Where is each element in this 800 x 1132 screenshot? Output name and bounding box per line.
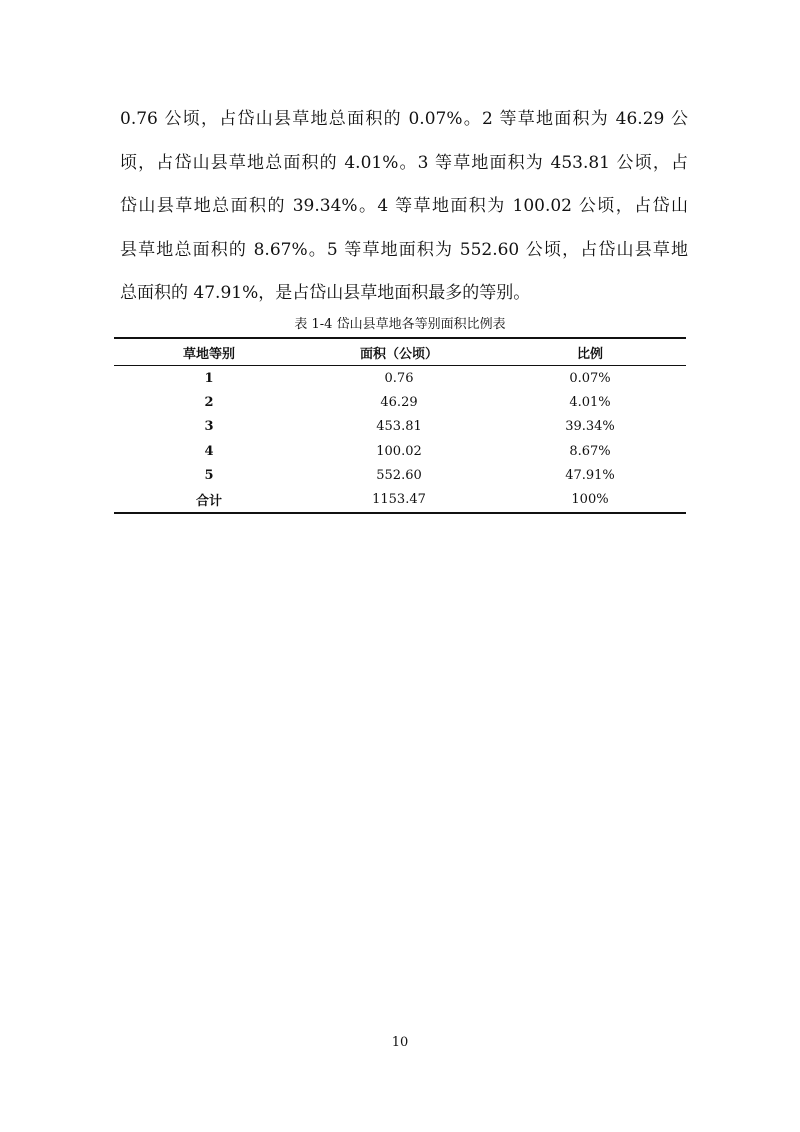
cell-area: 552.60 <box>376 467 422 483</box>
paragraph-line-1: 0.76 公顷，占岱山县草地总面积的 0.07%。2 等草地面积为 46.29 公 <box>120 109 688 129</box>
cell-area: 46.29 <box>380 394 418 410</box>
cell-area: 0.76 <box>384 370 414 386</box>
header-ratio: 比例 <box>576 346 603 362</box>
cell-ratio: 0.07% <box>569 370 611 386</box>
grassland-grade-table <box>114 337 686 514</box>
table-total-row <box>114 487 686 512</box>
cell-grade: 1 <box>204 370 214 386</box>
body-paragraph <box>120 98 688 316</box>
header-area: 面积（公顷） <box>359 346 438 362</box>
cell-ratio: 8.67% <box>569 443 611 459</box>
cell-grade: 5 <box>204 467 214 483</box>
paragraph-line-5: 总面积的 47.91%，是占岱山县草地面积最多的等别。 <box>120 283 531 303</box>
paragraph-line-2: 顷，占岱山县草地总面积的 4.01%。3 等草地面积为 453.81 公顷，占 <box>120 152 688 173</box>
cell-grade: 2 <box>204 394 214 410</box>
table-row <box>114 463 686 487</box>
table-row <box>114 439 686 463</box>
cell-total-label: 合计 <box>195 494 222 510</box>
cell-grade: 3 <box>204 419 214 435</box>
table-caption: 表 1-4 岱山县草地各等别面积比例表 <box>294 317 506 332</box>
paragraph-line-3: 岱山县草地总面积的 39.34%。4 等草地面积为 100.02 公顷，占岱山 <box>120 196 688 216</box>
table-row <box>114 366 686 391</box>
table-row <box>114 415 686 439</box>
page-number: 10 <box>391 1035 409 1050</box>
cell-total-ratio: 100% <box>571 492 609 508</box>
cell-grade: 4 <box>204 443 214 459</box>
cell-total-area: 1153.47 <box>372 492 426 508</box>
cell-area: 100.02 <box>376 443 422 459</box>
table-row <box>114 390 686 414</box>
paragraph-line-4: 县草地总面积的 8.67%。5 等草地面积为 552.60 公顷，占岱山县草地 <box>120 239 688 260</box>
cell-area: 453.81 <box>376 419 422 435</box>
cell-ratio: 39.34% <box>565 419 615 435</box>
table-header-row <box>114 338 686 366</box>
header-grade: 草地等别 <box>182 346 235 362</box>
cell-ratio: 4.01% <box>569 394 611 410</box>
cell-ratio: 47.91% <box>565 467 615 483</box>
